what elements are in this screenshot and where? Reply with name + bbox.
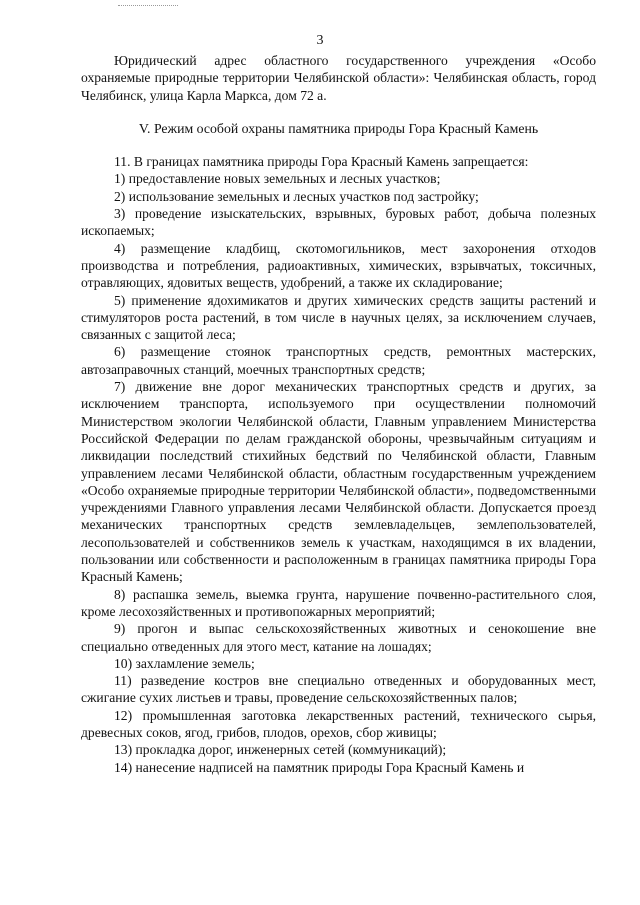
paragraph-11-intro: 11. В границах памятника природы Гора Красный Камень запрещается: [114,154,529,170]
paragraph-item-8: 8) распашка земель, выемка грунта, нарушение почвенно-растительного слоя, кроме лесохозяйственных и противопожарных мероприятий; [81,586,596,619]
paragraph-item-3: 3) проведение изыскательских, взрывных, буровых работ, добыча полезных ископаемых; [81,206,596,239]
paragraph-item-12: 12) промышленная заготовка лекарственных растений, технического сырья, древесных соков, ягод, грибов, плодов, орехов, сбор живицы; [81,707,596,740]
paragraph-item-14: 14) нанесение надписей на памятник природы Гора Красный Камень и [114,759,525,775]
paragraph-item-5: 5) применение ядохимикатов и других химических средств защиты растений и стимуляторов роста растений, в том числе в научных целях, за исключением случаев, связанных с защитой леса; [81,292,596,343]
scan-mark [118,5,178,10]
document-body [81,52,596,776]
paragraph-item-6: 6) размещение стоянок транспортных средств, ремонтных мастерских, автозаправочных станций, моечных транспортных средств; [81,344,596,377]
paragraph-item-4: 4) размещение кладбищ, скотомогильников, мест захоронения отходов производства и потребления, радиоактивных, химических, взрывчатых, токсичных, отравляющих, ядовитых веществ, удобрений, а также их складирование; [81,240,596,291]
paragraph-item-9: 9) прогон и выпас сельскохозяйственных животных и сенокошение вне специально отведенных для этого мест, катание на лошадях; [81,621,596,654]
page-number: 3 [316,33,324,48]
address-paragraph: Юридический адрес областного государственного учреждения «Особо охраняемые природные территории Челябинской области»: Челябинская область, город Челябинск, улица Карла Маркса, дом 72 а. [81,53,596,103]
paragraph-item-11: 11) разведение костров вне специально отведенных и оборудованных мест, сжигание сухих листьев и травы, проведение сельскохозяйственных палов; [81,673,596,706]
paragraph-item-2: 2) использование земельных и лесных участков под застройку; [114,188,479,204]
paragraph-item-7: 7) движение вне дорог механических транспортных средств и других, за исключением транспорта, используемого при осуществлении полномочий Министерством экологии Челябинской области, Главным управлением Министерства Российской Федерации по делам гражданской обороны, чрезвычайным ситуациям и ликвидации последствий стихийных бедствий по Челябинской области, Главным управлением лесами Челябинской области, областным государственным учреждением «Особо охраняемые природные территории Челябинской области», подведомственными учреждениями Главного управления лесами Челябинской области. Допускается проезд механических транспортных средств землевладельцев, землепользователей, лесопользователей и собственников земель к участкам, находящимся в их владении, пользовании или собственности и расположенным в границах памятника природы Гора Красный Камень; [81,379,596,585]
paragraph-item-13: 13) прокладка дорог, инженерных сетей (коммуникаций); [114,742,447,758]
paragraph-item-1: 1) предоставление новых земельных и лесных участков; [114,171,441,187]
section-title: V. Режим особой охраны памятника природы Гора Красный Камень [138,120,539,136]
paragraph-item-10: 10) захламление земель; [114,655,255,671]
